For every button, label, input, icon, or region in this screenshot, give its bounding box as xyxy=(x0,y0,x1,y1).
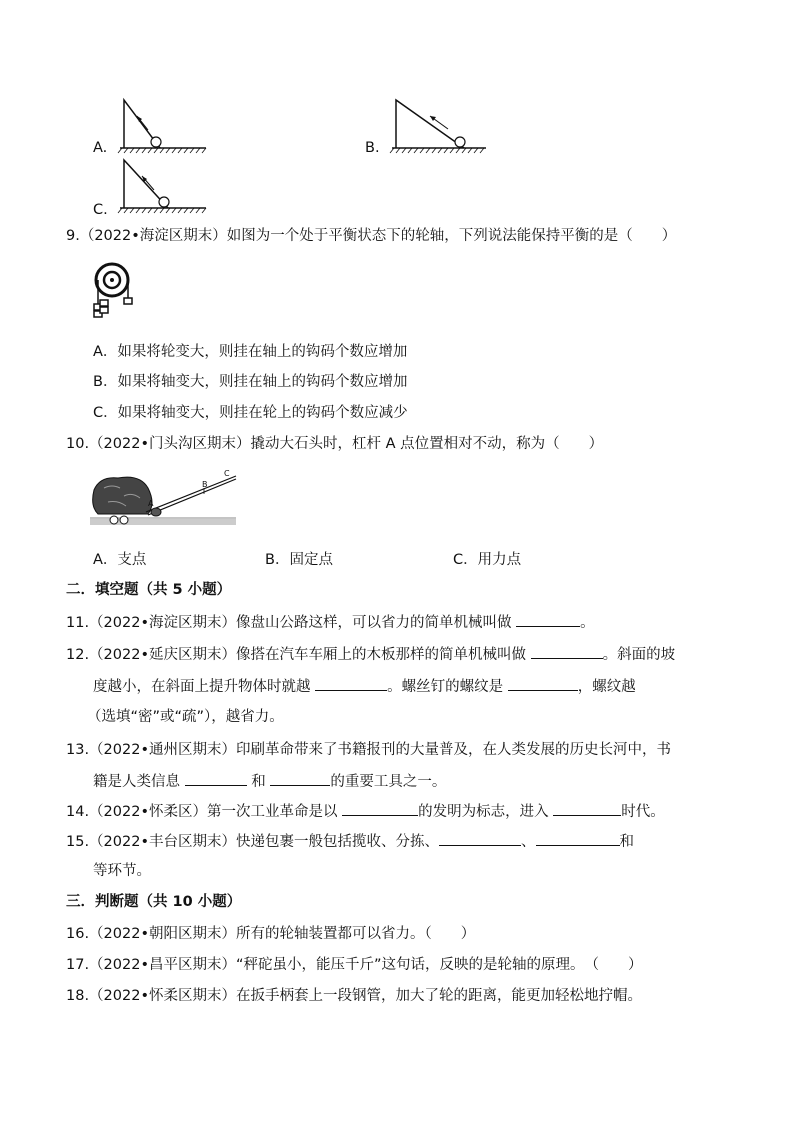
question-15-line-2: 等环节。 xyxy=(93,863,151,879)
question-13-line-2 xyxy=(93,771,446,792)
question-12-text: 。斜面的坡 xyxy=(602,647,676,663)
lever-point-b-label: B xyxy=(202,480,208,489)
question-10-option-a: A．支点 xyxy=(93,552,147,568)
question-12-line-2 xyxy=(93,676,636,697)
question-10-option-c: C．用力点 xyxy=(453,552,522,568)
answer-blank[interactable] xyxy=(516,612,580,627)
question-13-line-1: 13.（2022•通州区期末）印刷革命带来了书籍报刊的大量普及，在人类发展的历史长河中，书 xyxy=(66,742,672,758)
question-9-option-a: A．如果将轮变大，则挂在轴上的钩码个数应增加 xyxy=(93,344,408,360)
question-18: 18.（2022•怀柔区期末）在扳手柄套上一段钢管，加大了轮的距离，能更加轻松地拧帽。 xyxy=(66,988,643,1004)
question-16: 16.（2022•朝阳区期末）所有的轮轴装置都可以省力。（ ） xyxy=(66,926,476,942)
question-13-text: 的重要工具之一。 xyxy=(330,774,447,790)
question-12-text: 12.（2022•延庆区期末）像搭在汽车车厢上的木板那样的简单机械叫做 xyxy=(66,647,527,663)
option-a-label: A. xyxy=(93,140,108,156)
section-true-false-title: 三．判断题（共 10 小题） xyxy=(66,894,242,910)
question-9-option-b: B．如果将轴变大，则挂在轴上的钩码个数应增加 xyxy=(93,374,408,390)
question-14 xyxy=(66,801,665,822)
question-11-text: 11.（2022•海淀区期末）像盘山公路这样，可以省力的简单机械叫做 xyxy=(66,615,512,631)
answer-blank[interactable] xyxy=(531,644,603,659)
question-12-text: 度越小，在斜面上提升物体时就越 xyxy=(93,679,311,695)
question-11-end: 。 xyxy=(580,615,595,631)
question-10-stem: 10.（2022•门头沟区期末）撬动大石头时，杠杆 A 点位置相对不动，称为（ ） xyxy=(66,436,604,452)
incline-figure-a xyxy=(118,98,208,158)
question-13-text: 籍是人类信息 xyxy=(93,774,180,790)
question-12-line-3: （选填“密”或“疏”），越省力。 xyxy=(87,709,284,725)
question-15-text: 和 xyxy=(619,834,635,850)
lever-rock-figure xyxy=(90,470,238,530)
question-12-line-1 xyxy=(66,644,675,665)
answer-blank[interactable] xyxy=(185,771,247,786)
question-15-line-1 xyxy=(66,831,634,852)
question-12-text: 。螺丝钉的螺纹是 xyxy=(387,679,504,695)
question-14-text: 14.（2022•怀柔区）第一次工业革命是以 xyxy=(66,804,338,820)
lever-point-a-label: A xyxy=(148,499,154,508)
incline-figure-b xyxy=(390,98,490,158)
answer-blank[interactable] xyxy=(315,676,387,691)
wheel-axle-figure xyxy=(90,262,140,324)
question-9-stem: 9.（2022•海淀区期末）如图为一个处于平衡状态下的轮轴，下列说法能保持平衡的是（ ） xyxy=(66,228,677,244)
lever-point-c-label: C xyxy=(224,469,230,478)
question-11 xyxy=(66,612,595,633)
answer-blank[interactable] xyxy=(342,801,418,816)
question-15-text: 、 xyxy=(521,834,536,850)
question-14-text: 的发明为标志，进入 xyxy=(418,804,549,820)
answer-blank[interactable] xyxy=(553,801,621,816)
answer-blank[interactable] xyxy=(536,831,620,846)
answer-blank[interactable] xyxy=(508,676,578,691)
option-c-label: C. xyxy=(93,202,108,218)
question-10-option-b: B．固定点 xyxy=(265,552,333,568)
question-12-text: ，螺纹越 xyxy=(577,679,636,695)
section-fill-blank-title: 二．填空题（共 5 小题） xyxy=(66,582,232,598)
answer-blank[interactable] xyxy=(439,831,521,846)
question-14-text: 时代。 xyxy=(621,804,665,820)
question-13-text: 和 xyxy=(251,774,266,790)
incline-figure-c xyxy=(118,158,208,218)
question-15-text: 15.（2022•丰台区期末）快递包裹一般包括揽收、分拣、 xyxy=(66,834,440,850)
question-17: 17.（2022•昌平区期末）“秤砣虽小，能压千斤”这句话，反映的是轮轴的原理。 （ ） xyxy=(66,957,643,973)
answer-blank[interactable] xyxy=(270,771,330,786)
question-9-option-c: C．如果将轴变大，则挂在轮上的钩码个数应减少 xyxy=(93,405,408,421)
option-b-label: B. xyxy=(365,140,380,156)
